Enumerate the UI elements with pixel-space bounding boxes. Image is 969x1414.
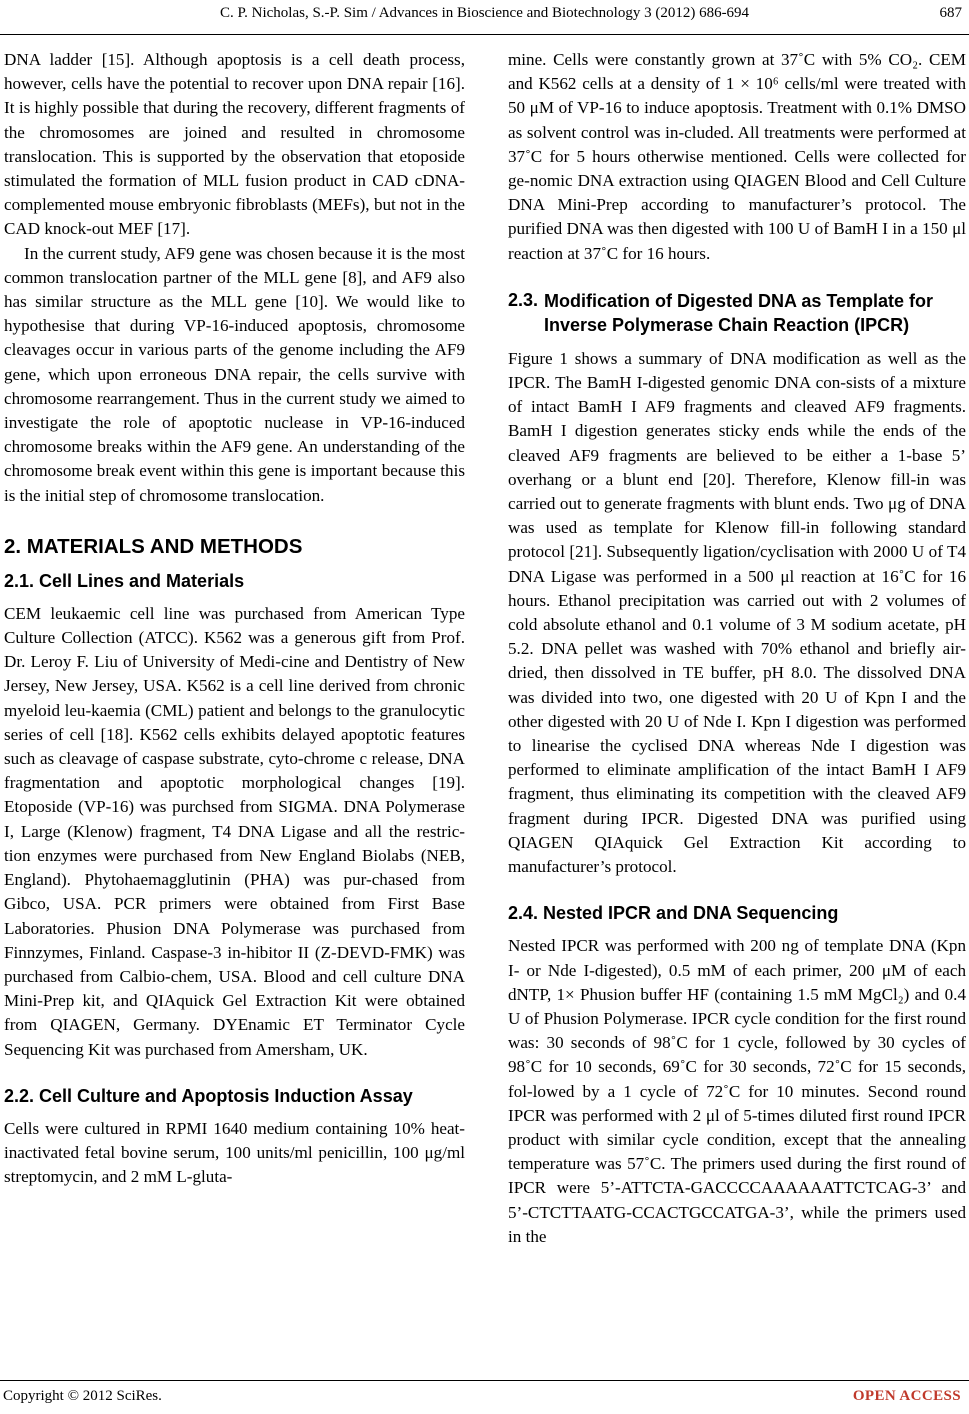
- subheading-dna-modification: [508, 289, 966, 337]
- paragraph-apoptosis-recovery: DNA ladder [15]. Although apoptosis is a cell death process, however, cells have the potential to recover upon DNA repair [16]. It is highly possible that during the recovery, different fragments of the chromosomes are joined and resulted in chromosome translocation. This is supported by the observation that etoposide stimulated the formation of MLL fusion product in CAD cDNA-complemented mouse embryonic fibroblasts (MEFs), but not in the CAD knock-out MEF [17].: [4, 50, 465, 239]
- paragraph-nested-ipcr: Nested IPCR was performed with 200 ng of template DNA (Kpn I- or Nde I-digested), 0.5 mM of each primer, 200 μM of each dNTP, 1× Phusion buffer HF (containing 1.5 mM MgCl₂) and 0.4 U of Phusion Polymerase. IPCR cycle condition for the first round was: 30 seconds of 98˚C for 1 cycle, followed by 30 cycles of 98˚C for 10 seconds, 69˚C for 30 seconds, 72˚C for 15 seconds, fol-lowed by a 1 cycle of 72˚C for 10 minutes. Second round IPCR was performed with 2 μl of 5-times diluted first round IPCR product with similar cycle condition, except that the annealing temperature was 57˚C. The primers used during the first round of IPCR were 5’-ATTCTA-GACCCCAAAAAATTCTCAG-3’ and 5’-CTCTTAATG-CCACTGCCATGA-3’, while the primers used in the: [508, 936, 966, 1246]
- open-access-badge: OPEN ACCESS: [852, 1388, 961, 1404]
- page-header: [0, 0, 969, 36]
- section-heading-materials-methods: 2. MATERIALS AND METHODS: [4, 534, 303, 558]
- footer-rule: [0, 1380, 969, 1381]
- subheading-cell-lines: 2.1. Cell Lines and Materials: [4, 570, 245, 591]
- running-head: C. P. Nicholas, S.-P. Sim / Advances in Bioscience and Biotechnology 3 (2012) 686-694: [219, 5, 750, 21]
- right-column: [508, 48, 966, 1249]
- subheading-cell-culture: 2.2. Cell Culture and Apoptosis Induction Assay: [4, 1085, 413, 1106]
- paragraph-cell-lines: CEM leukaemic cell line was purchased from American Type Culture Collection (ATCC). K562 was a generous gift from Prof. Dr. Leroy F. Liu of University of Medi-cine and Dentistry of New Jersey, New Jersey, USA. K562 is a cell line derived from chronic myeloid leu-kaemia (CML) patient and belongs to the granulocytic series of cell [18]. K562 cells exhibits delayed apoptotic features such as cleavage of caspase substrate, cyto-chrome c release, DNA fragmentation and apoptotic morphological changes [19]. Etoposide (VP-16) was purchsed from SIGMA. DNA Polymerase I, Large (Klenow) fragment, T4 DNA Ligase and all the restric-tion enzymes were purchased from New England Biolabs (NEB, England). Phytohaemagglutinin (PHA) was pur-chased from Gibco, USA. PCR primers were obtained from First Base Laboratories. Phusion DNA Polymerase was purchased from Finnzymes, Finland. Caspase-3 in-hibitor II (Z-DEVD-FMK) was purchased from Calbio-chem, USA. Blood and cell culture DNA Mini-Prep kit, and QIAquick Gel Extraction Kit were obtained from QIAGEN, Germany. DYEnamic ET Terminator Cycle Sequencing Kit was purchased from Amersham, UK.: [4, 603, 465, 1059]
- paragraph-cell-culture: Cells were cultured in RPMI 1640 medium containing 10% heat-inactivated fetal bovine serum, 100 units/ml penicillin, 100 μg/ml streptomycin, and 2 mM L-gluta-: [4, 1118, 465, 1187]
- paragraph-dna-modification: Figure 1 shows a summary of DNA modification as well as the IPCR. The BamH I-digested genomic DNA con-sists of a mixture of intact BamH I AF9 fragments and cleaved AF9 fragments. BamH I digestion generates sticky ends while the ends of the cleaved AF9 fragments are believed to be either a 1-base 5’ overhang or a blunt end [20]. Therefore, Klenow fill-in was carried out to generate fragments with blunt ends. Two μg of DNA was used as template for Klenow fill-in following standard protocol [21]. Subsequently ligation/cyclisation with 2000 U of T4 DNA Ligase was performed in a 500 μl reaction at 16˚C for 16 hours. Ethanol precipitation was carried out with 2 volumes of cold absolute ethanol and 0.1 volume of 3 M sodium acetate, pH 5.2. DNA pellet was washed with 70% ethanol and briefly air-dried, then dissolved in TE buffer, pH 8.0. The dissolved DNA was divided into two, one digested with 20 U of Kpn I and the other digested with 20 U of Nde I. Kpn I digestion was performed to linearise the cyclised DNA whereas Nde I digestion was performed to eliminate amplification of the intact BamH I AF9 fragment, thus eliminating its competition with the cleaved AF9 fragment during IPCR. Digested DNA was purified using QIAGEN QIAquick Gel Extraction Kit according to manufacturer’s protocol.: [508, 348, 966, 877]
- header-rule: [0, 34, 969, 35]
- subheading-number: 2.3.: [508, 289, 539, 310]
- subheading-nested-ipcr: 2.4. Nested IPCR and DNA Sequencing: [508, 903, 839, 924]
- left-column: [4, 48, 465, 1189]
- paragraph-current-study: In the current study, AF9 gene was chosen because it is the most common translocation partner of the MLL gene [8], and AF9 also has similar structure as the MLL gene [10]. We would like to hypothesise that during VP-16-induced apoptosis, chromosome cleavages occur in various parts of the genome including the AF9 gene, which upon erroneous DNA repair, the cells survive with chromosome rearrangement. Thus in the current study we aimed to investigate the role of apoptotic nuclease in VP-16-induced chromosome breaks within the AF9 gene. An understanding of the chromosome break event within this gene is important because this is the initial step of chromosome translocation.: [4, 243, 465, 505]
- subheading-text: Modification of Digested DNA as Template for Inverse Polymerase Chain Reaction (IPCR): [544, 290, 934, 335]
- copyright-notice: Copyright © 2012 SciRes.: [3, 1388, 162, 1404]
- page-number: 687: [939, 5, 962, 21]
- paragraph-apoptosis-induction: mine. Cells were constantly grown at 37˚C with 5% CO₂. CEM and K562 cells at a density of 1 × 10⁶ cells/ml were treated with 50 μM of VP-16 to induce apoptosis. Treatment with 0.1% DMSO as solvent control was in-cluded. All treatments were performed at 37˚C for 5 hours otherwise mentioned. Cells were collected for ge-nomic DNA extraction using QIAGEN Blood and Cell Culture DNA Mini-Prep according to manufacturer’s protocol. The purified DNA was then digested with 100 U of BamH I in a 150 μl reaction at 37˚C for 16 hours.: [508, 50, 966, 263]
- page-footer: [0, 1380, 969, 1414]
